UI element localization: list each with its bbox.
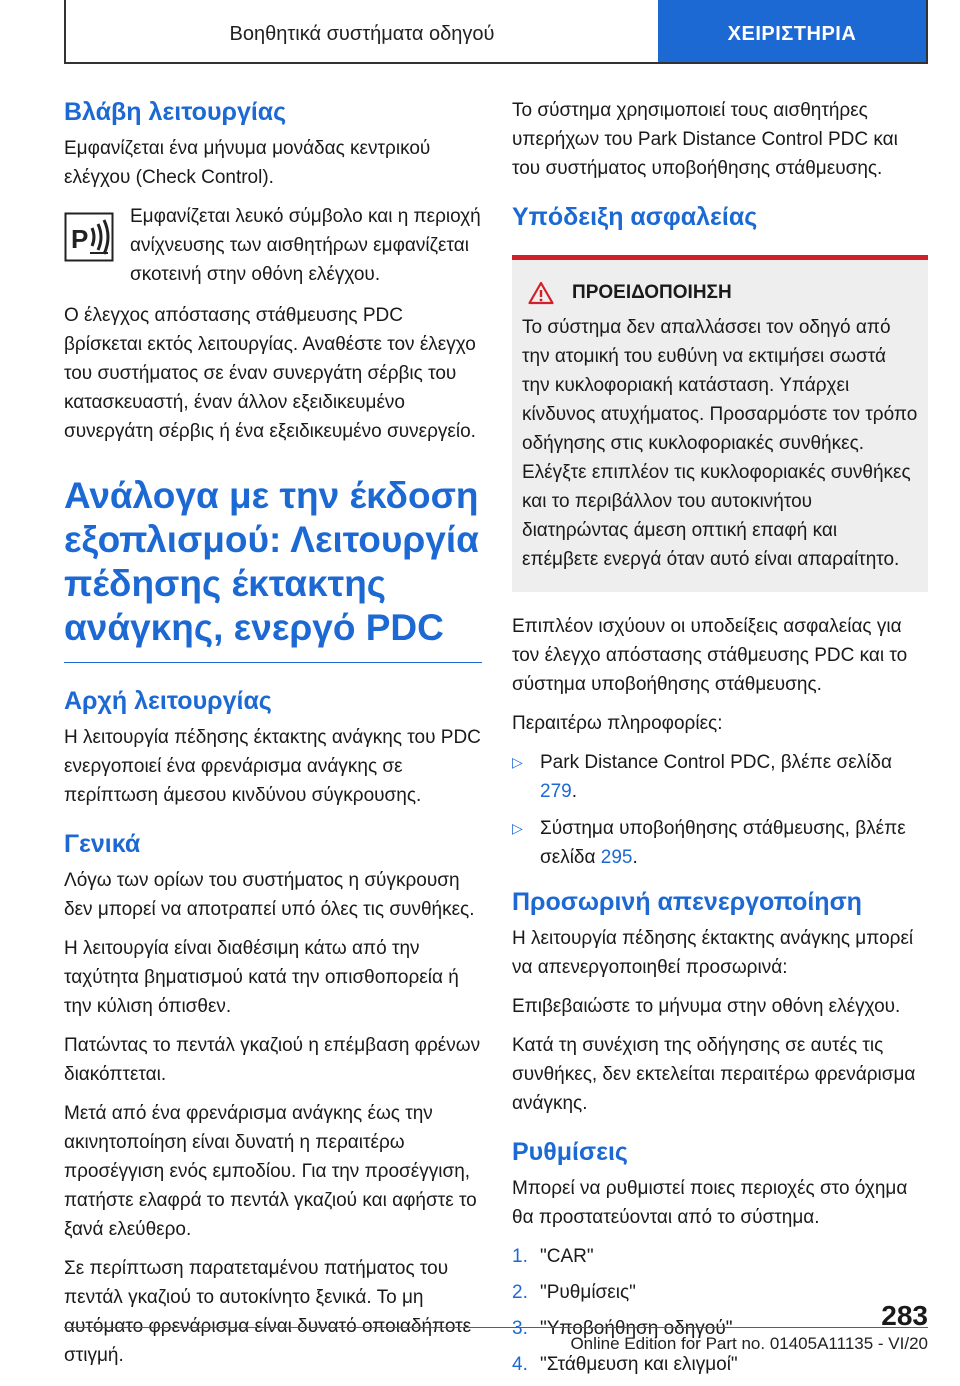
general-p3: Πατώντας το πεντάλ γκαζιού η επέμβαση φρένων διακόπτεται. (64, 1035, 481, 1085)
chapter-title: Βοηθητικά συστήματα οδηγού (229, 22, 495, 45)
temporary-p1: Η λειτουργία πέδησης έκτακτης ανάγκης μπορεί να απενεργοποιηθεί προσωρινά: (512, 928, 914, 978)
page-number: 283 (881, 1300, 928, 1331)
footer: Online Edition for Part no. 01405A11135 - VI/20 (64, 1327, 928, 1354)
warning-box (512, 255, 928, 592)
general-p5: Σε περίπτωση παρατεταμένου πατήματος του πεντάλ γκαζιού το αυτοκίνητο ξενικά. Το μη αυτόματο φρενάρισμα είναι δυνατό οποιαδήποτε στιγμή. (64, 1258, 472, 1366)
after-warning-text: Επιπλέον ισχύουν οι υποδείξεις ασφαλείας για τον έλεγχο απόστασης στάθμευσης PDC και το σύστημα υποβοήθησης στάθμευσης. (512, 616, 908, 695)
temporary-p3: Κατά τη συνέχιση της οδήγησης σε αυτές τις συνθήκες, δεν εκτελείται περαιτέρω φρενάρισμα ανάγκης. (512, 1035, 916, 1114)
settings-steps (512, 1242, 928, 1379)
list-item: 1. "CAR" (512, 1246, 594, 1267)
pdc-malfunction-icon (64, 212, 114, 262)
temporary-p2: Επιβεβαιώστε το μήνυμα στην οθόνη ελέγχου. (512, 996, 901, 1017)
more-info-label: Περαιτέρω πληροφορίες: (512, 713, 723, 734)
pdc-icon-note (64, 202, 482, 289)
principle-text: Η λειτουργία πέδησης έκτακτης ανάγκης του PDC ενεργοποιεί ένα φρενάρισμα ανάγκης σε περίπτωση άμεσου κινδύνου σύγκρουσης. (64, 727, 481, 806)
reference-list (512, 748, 928, 872)
section-tab: ΧΕΙΡΙΣΤΗΡΙΑ (658, 0, 926, 62)
malfunction-heading: Βλάβη λειτουργίας (64, 98, 287, 126)
malfunction-text-2: Ο έλεγχος απόστασης στάθμευσης PDC βρίσκεται εκτός λειτουργίας. Αναθέστε τον έλεγχο του συστήματος σε έναν συνεργάτη σέρβις του κατασκευαστή, έναν άλλον εξειδικευμένο συνεργάτη σέρβις ή ένα εξειδικευμένο συνεργείο. (64, 305, 476, 442)
general-p4: Μετά από ένα φρενάρισμα ανάγκης έως την ακινητοποίηση είναι δυνατή η περαιτέρω προσέγγιση ενός εμποδίου. Για την προσέγγιση, πατήστε ελαφρά το πεντάλ γκαζιού και αφήστε το ξανά ελεύθερο. (64, 1103, 477, 1240)
list-item: 3. "Υποβοήθηση οδηγού" (512, 1318, 733, 1339)
arrow-right-icon: ▷ (512, 820, 523, 836)
settings-text: Μπορεί να ρυθμιστεί ποιες περιοχές στο όχημα θα προστατεύονται από το σύστημα. (512, 1178, 908, 1228)
general-p2: Η λειτουργία είναι διαθέσιμη κάτω από την ταχύτητα βηματισμού κατά την οπισθοπορεία ή την κύλιση όπισθεν. (64, 938, 459, 1017)
icon-description: Εμφανίζεται λευκό σύμβολο και η περιοχή ανίχνευσης των αισθητήρων εμφανίζεται σκοτεινή στην οθόνη ελέγχου. (130, 206, 481, 285)
settings-heading: Ρυθμίσεις (512, 1138, 628, 1166)
arrow-right-icon: ▷ (512, 754, 523, 770)
list-item: ▷ Σύστημα υποβοήθησης στάθμευσης, βλέπε σελίδα 295. (512, 814, 928, 872)
warning-triangle-icon (528, 281, 554, 305)
page-link[interactable]: 279 (540, 781, 572, 802)
general-heading: Γενικά (64, 830, 141, 858)
malfunction-text-1: Εμφανίζεται ένα μήνυμα μονάδας κεντρικού ελέγχου (Check Control). (64, 138, 431, 188)
svg-text:P: P (71, 224, 89, 254)
warning-header (522, 281, 918, 305)
right-column (512, 96, 928, 1386)
temporary-heading: Προσωρινή απενεργοποίηση (512, 888, 862, 916)
general-p1: Λόγω των ορίων του συστήματος η σύγκρουση δεν μπορεί να αποτραπεί υπό όλες τις συνθήκες. (64, 870, 475, 920)
safety-heading: Υπόδειξη ασφαλείας (512, 203, 758, 231)
intro-text: Το σύστημα χρησιμοποιεί τους αισθητήρες υπερήχων του Park Distance Control PDC και του συστήματος υποβοήθησης στάθμευσης. (512, 100, 898, 179)
page-link[interactable]: 295 (600, 847, 633, 868)
main-section-title: Ανάλογα με την έκδοση εξοπλισμού: Λειτουργία πέδησης έκτακτης ανάγκης, ενεργό PDC (64, 474, 482, 663)
warning-label: ΠΡΟΕΙΔΟΠΟΙΗΣΗ (572, 282, 732, 303)
page-header (64, 0, 928, 64)
warning-text: Το σύστημα δεν απαλλάσσει τον οδηγό από την ατομική του ευθύνη να εκτιμήσει σωστά την κυκλοφοριακή κατάσταση. Υπάρχει κίνδυνος ατυχήματος. Προσαρμόστε τον τρόπο οδήγησης στις κυκλοφοριακές συνθήκες. Ελέγξτε επιπλέον τις κυκλοφοριακές συνθήκες και το περιβάλλον του αυτοκινήτου διατηρώντας άμεση οπτική επαφή και επέμβετε ενεργά όταν αυτό είναι απαραίτητο. (522, 317, 918, 570)
list-item: 2. "Ρυθμίσεις" (512, 1282, 636, 1303)
left-column (64, 96, 482, 1380)
principle-heading: Αρχή λειτουργίας (64, 687, 272, 715)
list-item: 4. "Στάθμευση και ελιγμοί" (512, 1354, 738, 1375)
list-item: ▷ Park Distance Control PDC, βλέπε σελίδα 279. (512, 748, 928, 806)
